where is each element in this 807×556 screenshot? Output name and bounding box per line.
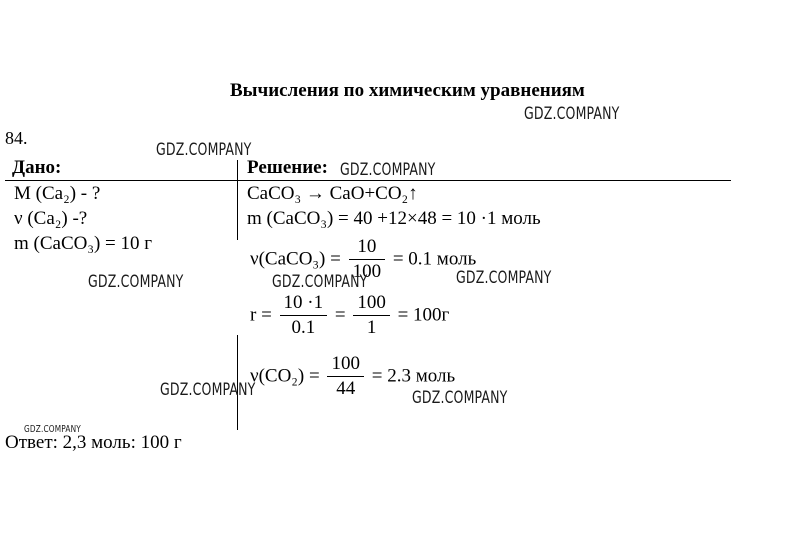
eq2-lhs: r = xyxy=(250,304,272,326)
eq1-rhs: = 0.1 моль xyxy=(392,248,477,270)
given-header: Дано: xyxy=(12,157,62,178)
given-line-1: M (Ca₂) - ? xyxy=(14,183,101,204)
watermark: GDZ.COMPANY xyxy=(412,388,508,408)
watermark: GDZ.COMPANY xyxy=(272,272,368,292)
table-divider-vertical-top xyxy=(237,160,238,240)
eq3-denominator: 44 xyxy=(336,378,356,399)
eq2-rhs: = 100г xyxy=(397,304,450,326)
eq2-mid: = xyxy=(334,304,346,326)
molar-mass-line: m (CaCO₃) = 40 +12×48 = 10 ·1 моль xyxy=(247,208,541,229)
watermark: GDZ.COMPANY xyxy=(160,380,256,400)
watermark: GDZ.COMPANY xyxy=(88,272,184,292)
watermark: GDZ.COMPANY xyxy=(456,268,552,288)
given-line-3: m (CaCO₃) = 10 г xyxy=(14,233,153,254)
eq1-numerator: 10 xyxy=(349,235,386,260)
eq3-rhs: = 2.3 моль xyxy=(371,365,456,387)
eq2-denominator-1: 0.1 xyxy=(291,317,316,338)
eq2-denominator-2: 1 xyxy=(366,317,377,338)
answer-line: Ответ: 2,3 моль: 100 г xyxy=(5,432,182,453)
reaction-equation: CaCO₃ → CaO+CO₂↑ xyxy=(247,183,418,204)
eq2-numerator-2: 100 xyxy=(353,291,390,316)
eq3-fraction xyxy=(327,352,364,401)
equation-mass xyxy=(250,291,449,340)
problem-number: 84. xyxy=(5,128,28,148)
page-title: Вычисления по химическим уравнениям xyxy=(230,80,585,101)
eq3-numerator: 100 xyxy=(327,352,364,377)
watermark: GDZ.COMPANY xyxy=(524,104,620,124)
watermark: GDZ.COMPANY xyxy=(340,160,436,180)
eq3-lhs: ν(CO₂) = xyxy=(250,365,320,387)
eq1-denominator: 100 xyxy=(352,261,382,282)
watermark: GDZ.COMPANY xyxy=(24,424,81,435)
eq1-lhs: ν(CaCO₃) = xyxy=(250,248,341,270)
solution-header: Решение: xyxy=(247,157,328,178)
table-divider-horizontal xyxy=(5,180,731,181)
eq2-fraction-1 xyxy=(280,291,328,340)
given-line-2: ν (Ca₂) -? xyxy=(14,208,88,229)
eq2-numerator-1: 10 ·1 xyxy=(280,291,328,316)
eq2-fraction-2 xyxy=(353,291,390,340)
watermark: GDZ.COMPANY xyxy=(156,140,252,160)
